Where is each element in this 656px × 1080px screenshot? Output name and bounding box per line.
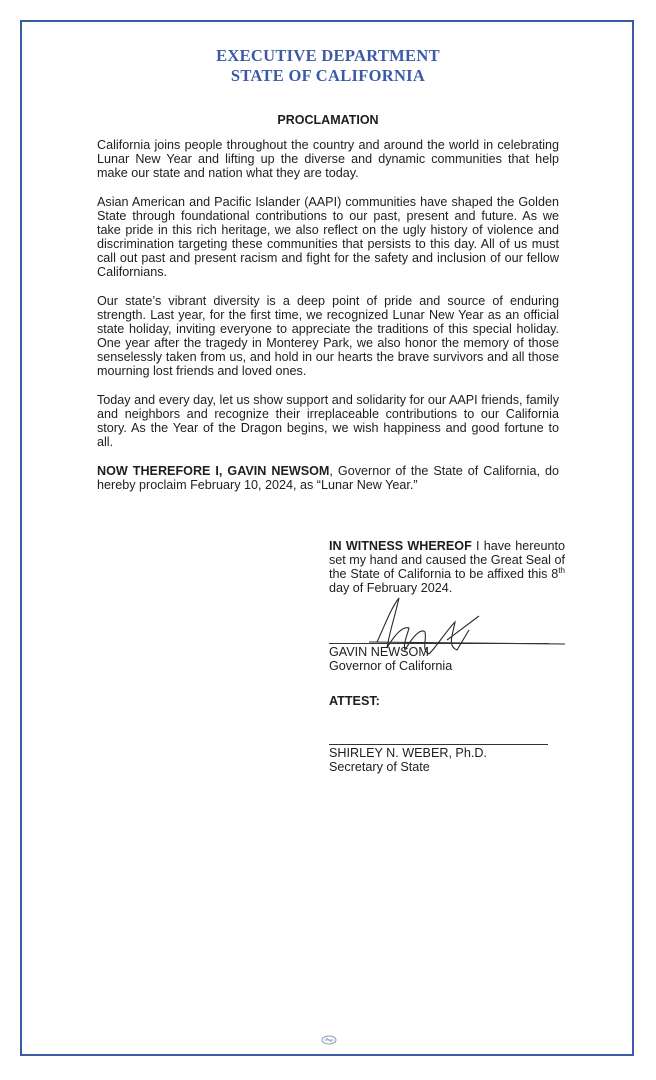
governor-block	[329, 645, 452, 673]
governor-signature-line	[329, 643, 549, 644]
paragraph-3: Our state’s vibrant diversity is a deep point of pride and source of enduring strength. Last year, for the first time, we recognized Lunar New Year as an official state holiday, inviting everyone to appreciate the traditions of this special holiday. One year after the tragedy in Monterey Park, we also honor the memory of those senselessly taken from us, and hold in our hearts the brave survivors and all those mourning lost friends and loved ones.	[97, 294, 559, 378]
attest-signature-line	[329, 744, 548, 745]
proclaim-lead: NOW THEREFORE I, GAVIN NEWSOM	[97, 464, 330, 478]
attest-title: Secretary of State	[329, 760, 430, 774]
document-title: PROCLAMATION	[277, 113, 379, 127]
witness-clause	[329, 539, 565, 595]
witness-text-2: day of February 2024.	[329, 581, 453, 595]
witness-text-1: I have hereunto set my hand and caused the Great Seal of the State of California to be affixed this 8	[329, 539, 565, 581]
paragraph-2: Asian American and Pacific Islander (AAPI) communities have shaped the Golden State through foundational contributions to our past, present and future. As we take pride in this rich heritage, we also reflect on the ugly history of violence and discrimination targeting these communities that persists to this day. All of us must call out past and present racism and fight for the safety and inclusion of our fellow Californians.	[97, 195, 559, 279]
seal-mark-icon	[320, 1034, 338, 1046]
letterhead-department: EXECUTIVE DEPARTMENT	[216, 46, 440, 65]
letterhead	[0, 46, 656, 86]
governor-name: GAVIN NEWSOM	[329, 645, 429, 659]
proclaim-paragraph	[97, 464, 559, 492]
paragraph-4: Today and every day, let us show support and solidarity for our AAPI friends, family and neighbors and recognize their irreplaceable contributions to our California story. As the Year of the Dragon begins, we wish happiness and good fortune to all.	[97, 393, 559, 449]
governor-title: Governor of California	[329, 659, 453, 673]
witness-lead: IN WITNESS WHEREOF	[329, 539, 472, 553]
letterhead-state: STATE OF CALIFORNIA	[230, 66, 426, 85]
attest-name: SHIRLEY N. WEBER, Ph.D.	[329, 746, 487, 760]
witness-ordinal: th	[558, 565, 565, 575]
proclamation-body	[97, 138, 559, 507]
attest-label: ATTEST:	[329, 694, 380, 708]
paragraph-1: California joins people throughout the country and around the world in celebrating Lunar New Year and lifting up the diverse and dynamic communities that help make our state and nation what they are today.	[97, 138, 559, 180]
attest-block	[329, 746, 487, 774]
proclaim-text: , Governor of the State of California, do hereby proclaim February 10, 2024, as “Lunar New Year.”	[97, 464, 559, 492]
